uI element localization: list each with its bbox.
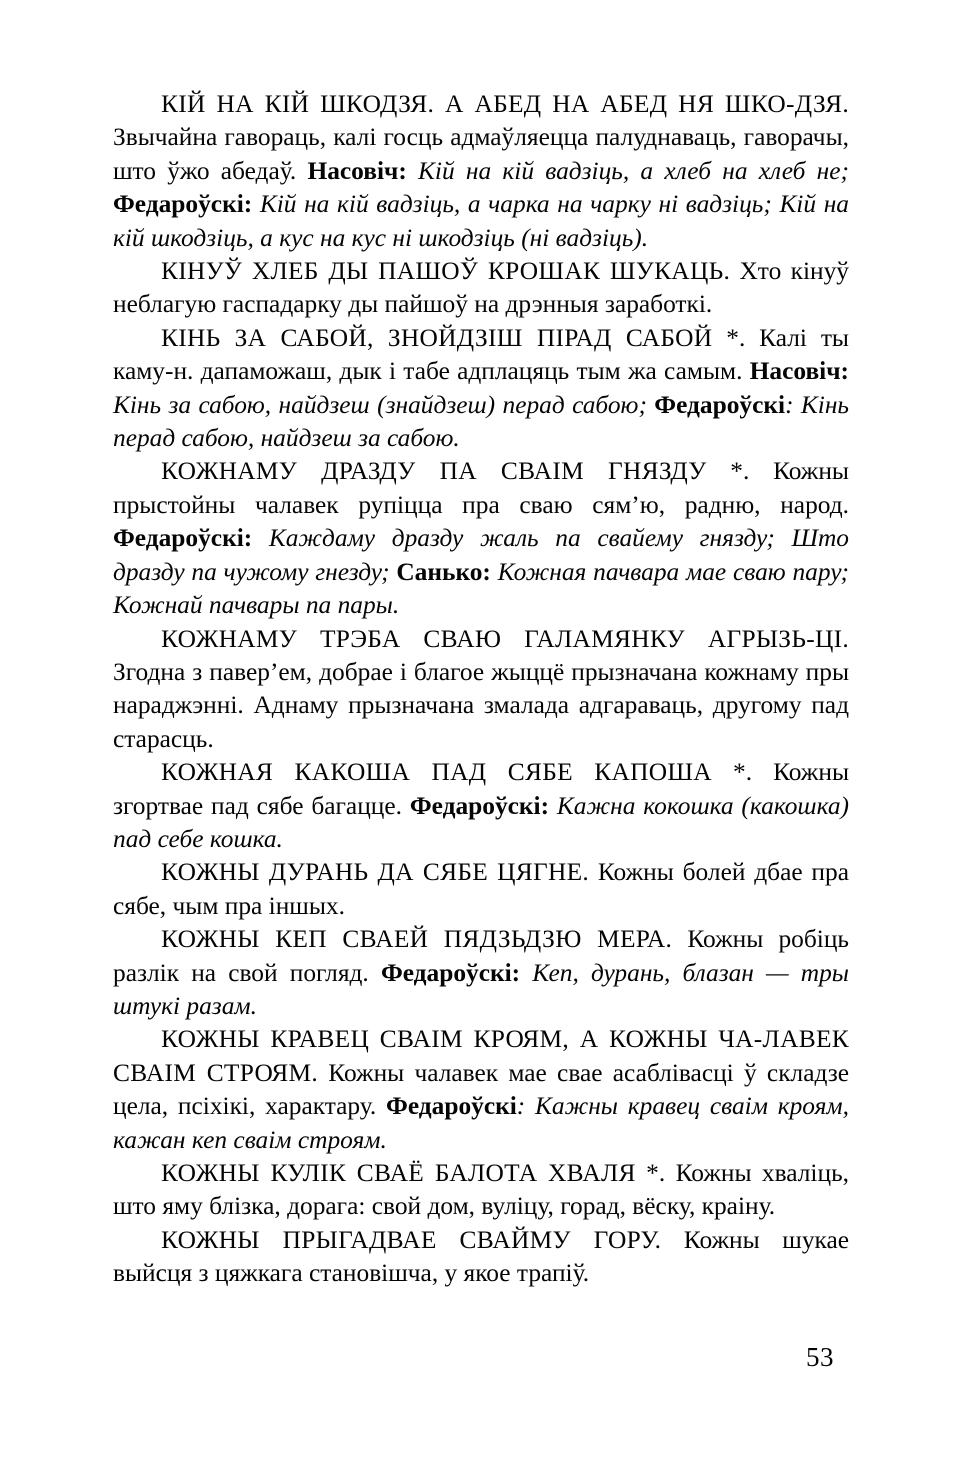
entry-source-quote: Кожная пачвара мае сваю пару; Кожнай пачвары па пары. xyxy=(113,557,849,620)
entry-source-quote: Кеп, дурань, блазан — тры штукі разам. xyxy=(113,958,850,1020)
entry-definition: Згодна з павер’ем, добрае і благое жыццё прызначана кожнаму пры нараджэнні. Аднаму прызначана змалада адгараваць, другому пад старасць. xyxy=(113,657,849,753)
dictionary-entry xyxy=(113,1023,849,1157)
dictionary-entry xyxy=(113,923,849,1023)
entry-definition: . Кожны прыстойны чалавек рупіцца пра сваю сям’ю, радню, народ. xyxy=(113,457,849,519)
entry-source-quote: Кій на кій вадзіць, а чарка на чарку ні вадзіць; Кій на кій шкодзіць, а кус на кус ні шкодзіць (ні вадзіць). xyxy=(113,190,849,252)
dictionary-entry xyxy=(113,255,849,322)
dictionary-entry xyxy=(113,1224,849,1291)
entry-asterisk: * xyxy=(635,1159,659,1187)
entry-source-name: Федароўскі xyxy=(386,1092,517,1121)
entry-definition: Хто кінуў неблагую гаспадарку ды пайшоў на дрэнныя заработкі. xyxy=(113,257,849,319)
entry-source-quote: Кажна кокошка (какошка) пад себе кошка. xyxy=(113,791,849,853)
entry-source-quote: Каждаму дразду жаль па свайему гнязду; Што дразду па чужому гнезду; xyxy=(113,524,849,586)
entry-source-name: Федароўскі: xyxy=(380,958,521,987)
entry-source-name: Федароўскі xyxy=(646,390,786,419)
entry-headword: КОЖНЫ КРАВЕЦ СВАІМ КРОЯМ, А КОЖНЫ ЧА-ЛАВЕК СВАІМ СТРОЯМ. xyxy=(113,1025,849,1087)
entry-source-quote: : Кінь перад сабою, найдзеш за сабою. xyxy=(113,390,849,453)
entry-asterisk: * xyxy=(711,758,746,787)
entry-source-name: Федароўскі: xyxy=(409,791,550,820)
entry-source-name: Насовіч: xyxy=(749,357,849,386)
entry-source-quote: Кінь за сабою, найдзеш (знайдзеш) перад сабою; xyxy=(113,390,647,419)
entry-source-name: Насовіч: xyxy=(307,156,407,185)
page-number: 53 xyxy=(806,1342,834,1372)
entry-headword: КІНУЎ ХЛЕБ ДЫ ПАШОЎ КРОШАК ШУКАЦЬ. xyxy=(161,257,731,286)
dictionary-entry-column xyxy=(113,88,849,1291)
entry-headword: КОЖНАМУ ТРЭБА СВАЮ ГАЛАМЯНКУ АГРЫЗЬ-ЦІ. xyxy=(161,624,849,653)
entry-headword: КІНЬ ЗА САБОЙ, ЗНОЙДЗІШ ПІРАД САБОЙ xyxy=(161,323,713,352)
entry-headword: КОЖНЫ КУЛІК СВАЁ БАЛОТА ХВАЛЯ xyxy=(161,1159,636,1187)
entry-source-quote: : Кажны кравец сваім кроям, кажан кеп сваім строям. xyxy=(113,1092,849,1154)
entry-headword: КОЖНАЯ КАКОША ПАД СЯБЕ КАПОША xyxy=(161,758,712,787)
entry-definition: Кожны болей дбае пра сябе, чым пра іншых. xyxy=(113,858,849,920)
entry-definition: Кожны шукае выйсця з цяжкага становішча, у якое трапіў. xyxy=(113,1225,849,1288)
entry-source-name: Федароўскі: xyxy=(113,190,253,219)
dictionary-entry xyxy=(113,756,849,856)
entry-definition: Звычайна гавораць, калі госць адмаўляецца палуднаваць, гаворачы, што ўжо абедаў. xyxy=(113,123,849,185)
dictionary-entry xyxy=(113,322,849,456)
entry-definition: . Кожны згортвае пад сябе багацце. xyxy=(113,758,849,820)
dictionary-entry xyxy=(113,623,849,757)
entry-asterisk: * xyxy=(706,457,743,486)
dictionary-entry xyxy=(113,455,849,622)
entry-source-name: Федароўскі: xyxy=(113,524,253,553)
entry-asterisk: * xyxy=(712,323,739,352)
entry-definition: . Кожны хваліць, што яму блізка, дорага: свой дом, вуліцу, горад, вёску, краіну. xyxy=(113,1159,849,1221)
dictionary-entry xyxy=(113,1157,849,1224)
entry-headword: КОЖНЫ КЕП СВАЕЙ ПЯДЗЬДЗЮ МЕРА. xyxy=(161,925,673,954)
dictionary-entry xyxy=(113,88,849,255)
entry-definition: Кожны чалавек мае свае асаблівасці ў складзе цела, псіхікі, характару. xyxy=(113,1058,849,1121)
entry-headword: КІЙ НА КІЙ ШКОДЗЯ. А АБЕД НА АБЕД НЯ ШКО-ДЗЯ. xyxy=(161,90,849,118)
entry-source-quote: Кій на кій вадзіць, а хлеб на хлеб не; xyxy=(406,156,849,185)
entry-headword: КОЖНАМУ ДРАЗДУ ПА СВАІМ ГНЯЗДУ xyxy=(161,457,707,486)
entry-headword: КОЖНЫ ПРЫГАДВАЕ СВАЙМУ ГОРУ. xyxy=(161,1225,662,1254)
entry-headword: КОЖНЫ ДУРАНЬ ДА СЯБЕ ЦЯГНЕ. xyxy=(161,858,590,887)
entry-definition: . Калі ты каму-н. дапаможаш, дык і табе адплацяць тым жа самым. xyxy=(113,323,849,386)
entry-definition: Кожны робіць разлік на свой погляд. xyxy=(113,925,850,987)
entry-source-name: Санько: xyxy=(389,557,491,586)
dictionary-entry xyxy=(113,856,849,923)
